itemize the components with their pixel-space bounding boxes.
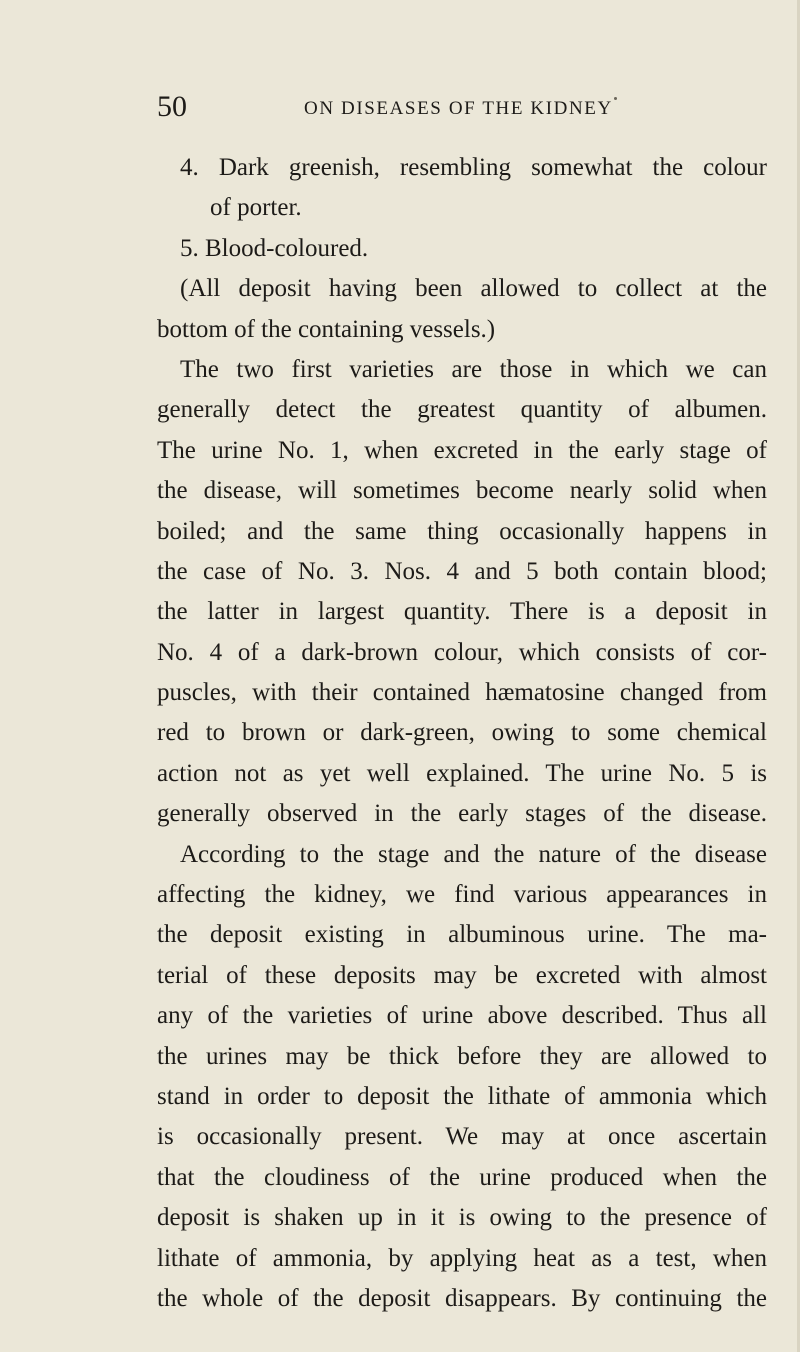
running-head: ON DISEASES OF THE KIDNEY [304, 98, 613, 119]
text-line: lithate of ammonia, by applying heat as a test, when [157, 1244, 767, 1272]
text-line: is occasionally present. We may at once ascertain [157, 1123, 767, 1151]
text-line: action not as yet well explained. The urine No. 5 is [157, 759, 767, 787]
ink-speck [614, 97, 617, 100]
text-line: terial of these deposits may be excreted with almost [157, 961, 767, 989]
text-line: bottom of the containing vessels.) [157, 315, 496, 343]
text-line: 5. Blood-coloured. [180, 234, 369, 262]
text-line: boiled; and the same thing occasionally happens in [157, 517, 767, 545]
text-line: generally detect the greatest quantity of albumen. [157, 396, 767, 424]
text-line: puscles, with their contained hæmatosine changed from [157, 679, 767, 707]
page-header [157, 88, 757, 128]
text-line: generally observed in the early stages of the disease. [157, 800, 767, 828]
text-line: any of the varieties of urine above described. Thus all [157, 1002, 767, 1030]
text-line: 4. Dark greenish, resembling somewhat the colour [180, 154, 767, 181]
text-line: the case of No. 3. Nos. 4 and 5 both contain blood; [157, 557, 767, 585]
text-line: deposit is shaken up in it is owing to the presence of [157, 1204, 767, 1232]
text-line: affecting the kidney, we find various appearances in [157, 881, 767, 909]
text-line: red to brown or dark-green, owing to some chemical [157, 719, 767, 747]
text-line: (All deposit having been allowed to collect at the [180, 275, 767, 303]
text-line: the latter in largest quantity. There is a deposit in [157, 598, 767, 626]
text-line: that the cloudiness of the urine produced when the [157, 1163, 767, 1191]
text-line: The two first varieties are those in which we can [180, 355, 767, 383]
page-number: 50 [157, 90, 187, 123]
text-line: No. 4 of a dark-brown colour, which consists of cor- [157, 638, 767, 666]
text-line: the urines may be thick before they are allowed to [157, 1042, 767, 1070]
text-line: stand in order to deposit the lithate of ammonia which [157, 1082, 767, 1110]
text-line: the disease, will sometimes become nearly solid when [157, 477, 767, 505]
body-text [157, 148, 767, 1319]
text-line: According to the stage and the nature of the disease [180, 840, 767, 868]
text-line: of porter. [210, 194, 302, 222]
text-line: the deposit existing in albuminous urine. The ma- [157, 921, 767, 949]
text-line: the whole of the deposit disappears. By continuing the [157, 1284, 767, 1312]
text-line: The urine No. 1, when excreted in the early stage of [157, 436, 767, 464]
